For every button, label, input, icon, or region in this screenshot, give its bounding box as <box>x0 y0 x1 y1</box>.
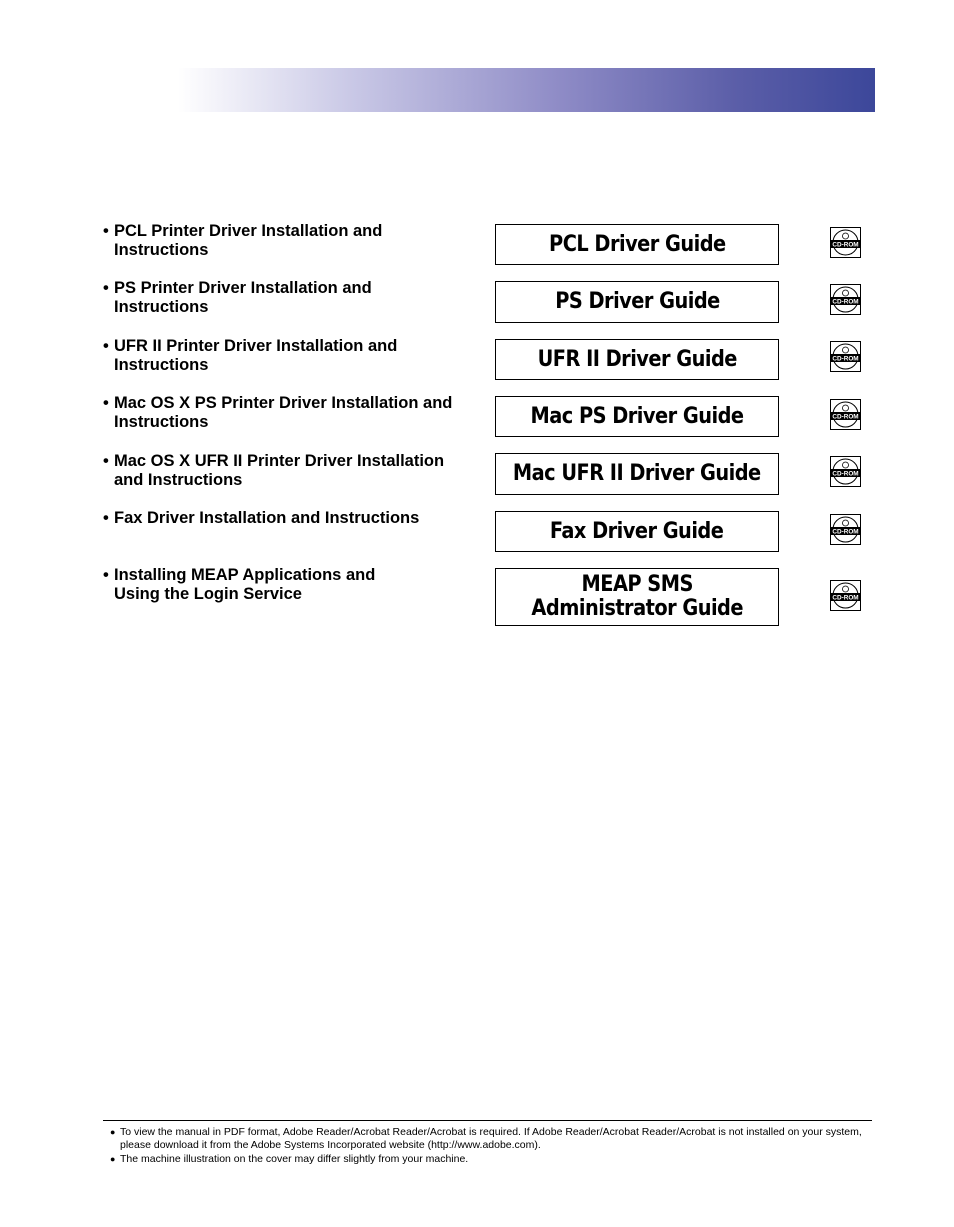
cd-rom-icon <box>830 456 861 487</box>
note-text: To view the manual in PDF format, Adobe Reader/Acrobat Reader/Acrobat is required. If Adobe Reader/Acrobat Reader/Acrobat is not installed on your system, please download it from the Adobe Systems Incorporated website (http://www.adobe.com). <box>120 1126 862 1151</box>
description-text: Fax Driver Installation and Instructions <box>114 509 420 527</box>
guide-title-mac-ps <box>495 396 779 437</box>
cd-rom-icon <box>830 341 861 372</box>
footer-note <box>110 1153 870 1166</box>
row-description <box>103 337 473 375</box>
cd-rom-label: CD-ROM <box>832 298 859 306</box>
description-text: Mac OS X UFR II Printer Driver Installation and Instructions <box>114 452 445 489</box>
footer-divider <box>103 1120 872 1121</box>
note-bullet: ● <box>110 1154 116 1164</box>
cd-rom-icon <box>830 227 861 258</box>
guide-title-text: PCL Driver Guide <box>548 231 726 257</box>
note-text: The machine illustration on the cover may differ slightly from your machine. <box>120 1153 469 1165</box>
cd-rom-icon <box>830 284 861 315</box>
guide-title-text: Mac UFR II Driver Guide <box>513 461 761 486</box>
bullet: • <box>103 566 109 584</box>
description-text: PCL Printer Driver Installation and Instructions <box>114 222 383 259</box>
guide-title-mac-ufr2 <box>495 453 779 495</box>
cd-rom-label: CD-ROM <box>832 594 859 602</box>
cd-rom-label: CD-ROM <box>832 528 859 536</box>
guide-title-text: PS Driver Guide <box>554 289 720 314</box>
cd-rom-label: CD-ROM <box>832 413 859 421</box>
bullet: • <box>103 222 109 240</box>
row-description <box>103 222 473 260</box>
bullet: • <box>103 452 109 470</box>
note-bullet: ● <box>110 1127 116 1137</box>
guide-title-fax <box>495 511 779 552</box>
guide-title-meap-sms <box>495 568 779 626</box>
cd-rom-icon <box>830 514 861 545</box>
cd-rom-label: CD-ROM <box>832 241 859 249</box>
bullet: • <box>103 509 109 527</box>
guide-title-text: MEAP SMS Administrator Guide <box>531 572 743 621</box>
cd-rom-label: CD-ROM <box>832 355 859 363</box>
cd-rom-icon <box>830 580 861 611</box>
row-description <box>103 509 473 528</box>
description-text: UFR II Printer Driver Installation and Instructions <box>114 337 398 374</box>
header-gradient-bar <box>178 68 875 112</box>
guide-title-ufr2 <box>495 339 779 380</box>
description-text: Mac OS X PS Printer Driver Installation and Instructions <box>114 394 453 431</box>
row-description <box>103 566 473 604</box>
row-description <box>103 452 473 490</box>
bullet: • <box>103 394 109 412</box>
description-text: Installing MEAP Applications and Using the Login Service <box>114 566 376 603</box>
guide-title-pcl <box>495 224 779 265</box>
row-description <box>103 279 473 317</box>
description-text: PS Printer Driver Installation and Instructions <box>114 279 372 316</box>
guide-title-text: Mac PS Driver Guide <box>530 403 744 429</box>
bullet: • <box>103 279 109 297</box>
bullet: • <box>103 337 109 355</box>
cd-rom-label: CD-ROM <box>832 470 859 478</box>
cd-rom-icon <box>830 399 861 430</box>
footer-note <box>110 1126 870 1152</box>
guide-title-ps <box>495 281 779 323</box>
guide-title-text: UFR II Driver Guide <box>537 346 737 372</box>
guide-title-text: Fax Driver Guide <box>550 518 724 544</box>
row-description <box>103 394 473 432</box>
